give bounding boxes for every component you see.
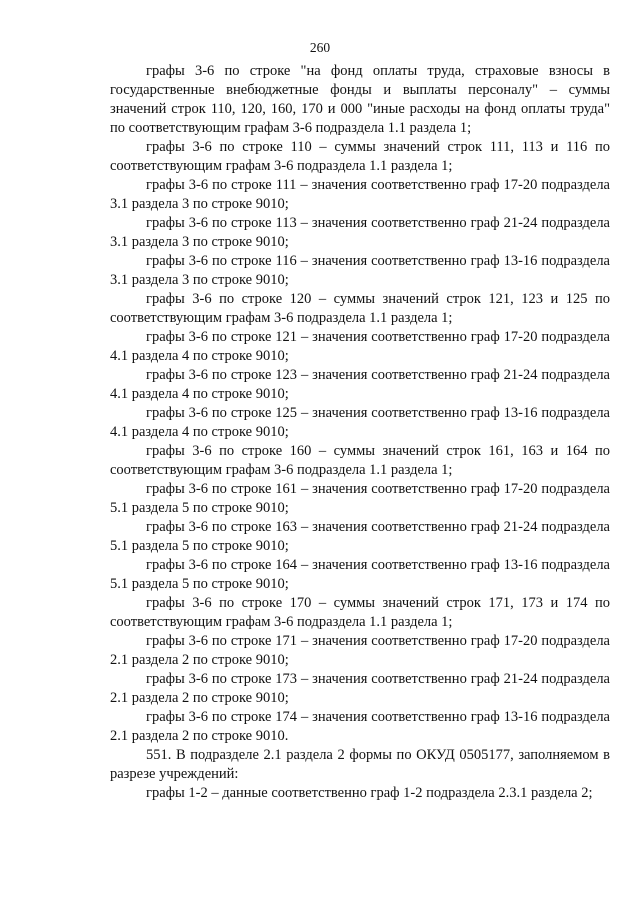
- paragraph: графы 3-6 по строке 171 – значения соответственно граф 17-20 подраздела 2.1 раздела 2 по строке 9010;: [110, 633, 610, 668]
- paragraph: графы 3-6 по строке 160 – суммы значений строк 161, 163 и 164 по соответствующим графам 3-6 подраздела 1.1 раздела 1;: [110, 443, 610, 478]
- paragraph: графы 3-6 по строке 123 – значения соответственно граф 21-24 подраздела 4.1 раздела 4 по строке 9010;: [110, 367, 610, 402]
- paragraph: графы 3-6 по строке 125 – значения соответственно граф 13-16 подраздела 4.1 раздела 4 по строке 9010;: [110, 405, 610, 440]
- paragraph: графы 3-6 по строке 170 – суммы значений строк 171, 173 и 174 по соответствующим графам 3-6 подраздела 1.1 раздела 1;: [110, 595, 610, 630]
- section-551-heading: 551. В подразделе 2.1 раздела 2 формы по ОКУД 0505177, заполняемом в разрезе учреждений:: [110, 747, 610, 782]
- page-number: 260: [309, 40, 331, 55]
- paragraph: графы 3-6 по строке 113 – значения соответственно граф 21-24 подраздела 3.1 раздела 3 по строке 9010;: [110, 215, 610, 250]
- document-body: [110, 62, 610, 803]
- paragraph: графы 3-6 по строке 173 – значения соответственно граф 21-24 подраздела 2.1 раздела 2 по строке 9010;: [110, 671, 610, 706]
- paragraph: графы 3-6 по строке 121 – значения соответственно граф 17-20 подраздела 4.1 раздела 4 по строке 9010;: [110, 329, 610, 364]
- paragraph: графы 3-6 по строке 116 – значения соответственно граф 13-16 подраздела 3.1 раздела 3 по строке 9010;: [110, 253, 610, 288]
- paragraph: графы 3-6 по строке 110 – суммы значений строк 111, 113 и 116 по соответствующим графам 3-6 подраздела 1.1 раздела 1;: [110, 139, 610, 174]
- paragraph: графы 3-6 по строке 163 – значения соответственно граф 21-24 подраздела 5.1 раздела 5 по строке 9010;: [110, 519, 610, 554]
- paragraph: графы 3-6 по строке 111 – значения соответственно граф 17-20 подраздела 3.1 раздела 3 по строке 9010;: [110, 177, 610, 212]
- paragraph: графы 3-6 по строке 120 – суммы значений строк 121, 123 и 125 по соответствующим графам 3-6 подраздела 1.1 раздела 1;: [110, 291, 610, 326]
- paragraph: графы 3-6 по строке 161 – значения соответственно граф 17-20 подраздела 5.1 раздела 5 по строке 9010;: [110, 481, 610, 516]
- paragraph: графы 3-6 по строке 164 – значения соответственно граф 13-16 подраздела 5.1 раздела 5 по строке 9010;: [110, 557, 610, 592]
- paragraph: графы 3-6 по строке "на фонд оплаты труда, страховые взносы в государственные внебюджетные фонды и выплаты персоналу" – суммы значений строк 110, 120, 160, 170 и 000 "иные расходы на фонд оплаты труда" по соответствующим графам 3-6 подраздела 1.1 раздела 1;: [110, 63, 610, 136]
- paragraph: графы 1-2 – данные соответственно граф 1-2 подраздела 2.3.1 раздела 2;: [146, 785, 593, 801]
- paragraph: графы 3-6 по строке 174 – значения соответственно граф 13-16 подраздела 2.1 раздела 2 по строке 9010.: [110, 709, 610, 744]
